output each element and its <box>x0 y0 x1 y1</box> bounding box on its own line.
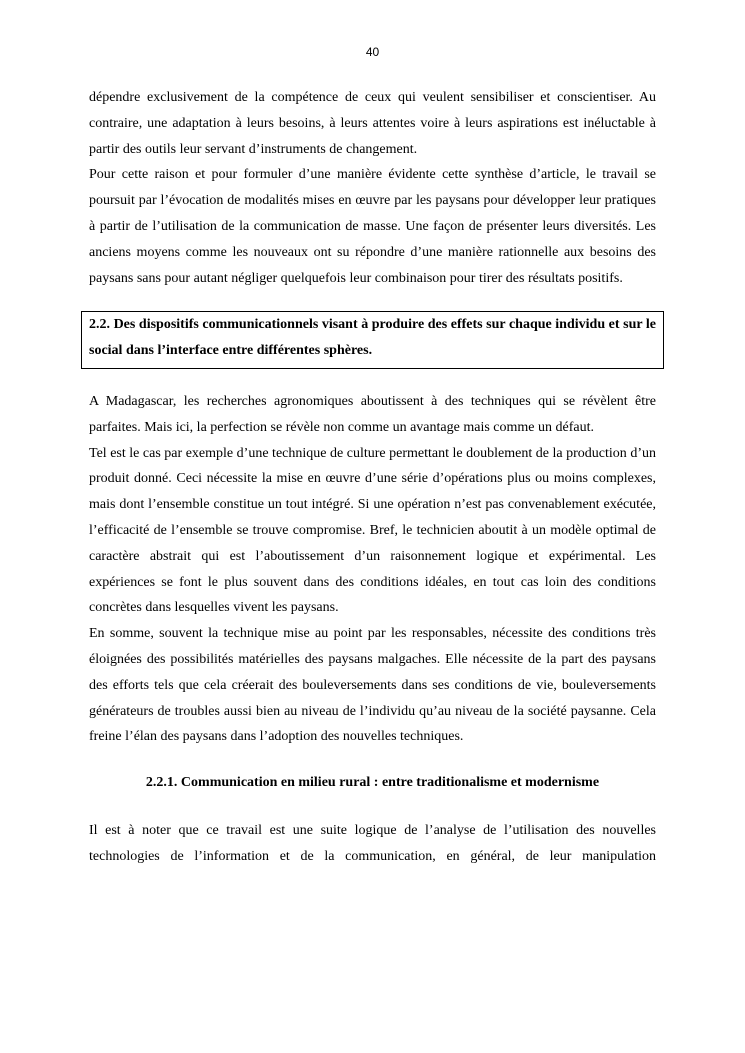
paragraph-synthesis: Pour cette raison et pour formuler d’une manière évidente cette synthèse d’article, le travail se poursuit par l’évocation de modalités mises en œuvre par les paysans pour développer leur pratiques à partir de l’utilisation de la communication de masse. Une façon de présenter leurs diversités. Les anciens moyens comme les nouveaux ont su répondre d’une manière rationnelle aux besoins des paysans sans pour autant négliger quelquefois leur combinaison pour tirer des résultats positifs. <box>89 167 656 286</box>
subsection-heading: 2.2.1. Communication en milieu rural : entre traditionalisme et modernisme <box>145 775 600 791</box>
page-number: 40 <box>365 45 380 59</box>
section-heading: 2.2. Des dispositifs communicationnels visant à produire des effets sur chaque individu et sur le social dans l’interface entre différentes sphères. <box>89 317 656 359</box>
paragraph-intro-continuation: dépendre exclusivement de la compétence de ceux qui veulent sensibiliser et conscientiser. Au contraire, une adaptation à leurs besoins, à leurs attentes voire à leurs aspirations est inéluctable à partir des outils leur servant d’instruments de changement. <box>89 90 656 157</box>
section-heading-box <box>81 311 664 369</box>
paragraph-example: Tel est le cas par exemple d’une technique de culture permettant le doublement de la production d’un produit donné. Ceci nécessite la mise en œuvre d’une série d’opérations plus ou moins complexes, mais dont l’ensemble constitue un tout intégré. Si une opération n’est pas convenablement exécutée, l’efficacité de l’ensemble se trouve compromise. Bref, le technicien aboutit à un modèle optimal de caractère abstrait qui est l’aboutissement d’un raisonnement logique et expérimental. Les expériences se font le plus souvent dans des conditions idéales, en tout cas loin des conditions concrètes dans lesquelles vivent les paysans. <box>89 445 656 616</box>
paragraph-summary: En somme, souvent la technique mise au point par les responsables, nécessite des conditions très éloignées des possibilités matérielles des paysans malgaches. Elle nécessite de la part des paysans des efforts tels que cela créerait des bouleversements dans ses conditions de vie, bouleversements générateurs de troubles aussi bien au niveau de l’individu qu’au niveau de la société paysanne. Cela freine l’élan des paysans dans l’adoption des nouvelles techniques. <box>89 626 656 745</box>
paragraph-note: Il est à noter que ce travail est une suite logique de l’analyse de l’utilisation des nouvelles technologies de l’information et de la communication, en général, de leur manipulation <box>89 822 656 864</box>
document-body <box>89 85 656 870</box>
paragraph-madagascar: A Madagascar, les recherches agronomiques aboutissent à des techniques qui se révèlent être parfaites. Mais ici, la perfection se révèle non comme un avantage mais comme un défaut. <box>89 393 656 435</box>
